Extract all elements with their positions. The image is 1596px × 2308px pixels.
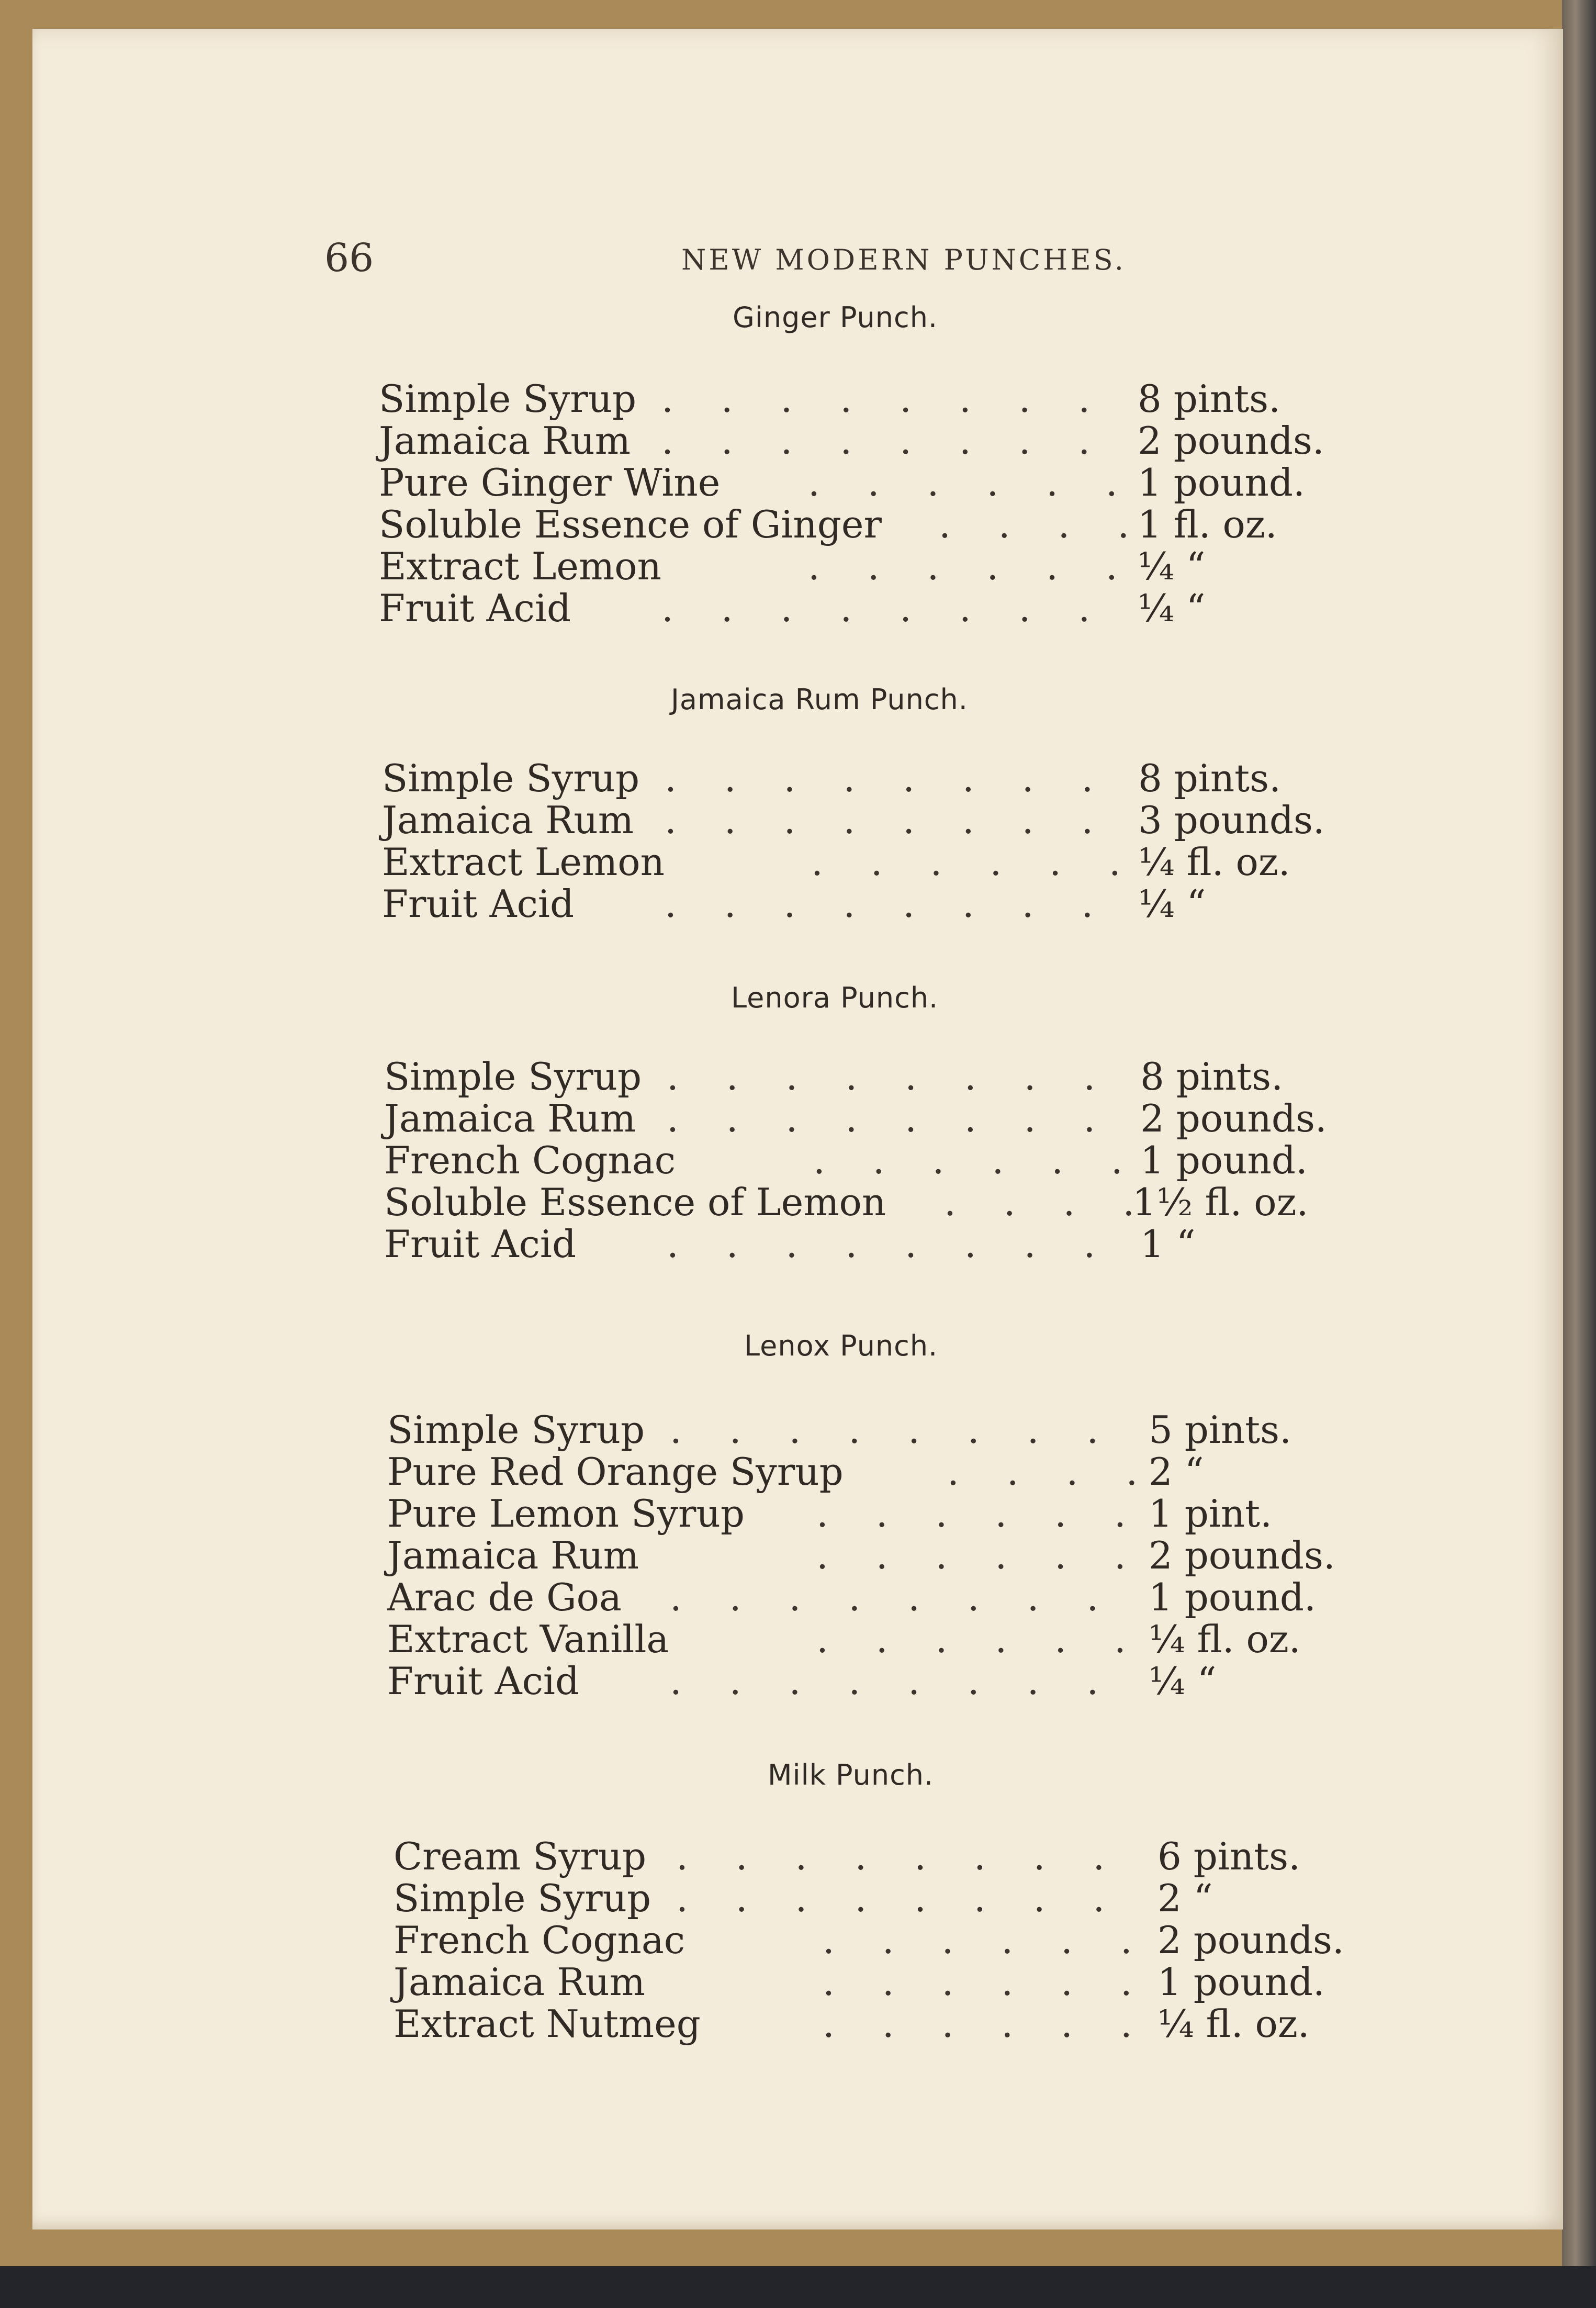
ingredient-quantity: ¼ fl. oz. <box>1149 1617 1301 1661</box>
book-page <box>32 29 1563 2229</box>
ingredient-name: Arac de Goa <box>387 1575 622 1619</box>
leader-dots: . . . . . . . . <box>676 1834 1123 1878</box>
leader-dots: . . . . . . . . <box>667 1096 1114 1140</box>
recipe-title-lenora-punch: Lenora Punch. <box>731 981 939 1014</box>
leader-dots: . . . . . . . . <box>665 798 1111 842</box>
ingredient-name: Soluble Essence of Ginger <box>379 502 882 546</box>
ingredient-name: Soluble Essence of Lemon <box>384 1180 886 1224</box>
leader-dots: . . . . . . . . <box>661 419 1108 463</box>
ingredient-name: Extract Nutmeg <box>394 2002 701 2046</box>
ingredient-quantity: 8 pints. <box>1138 756 1281 800</box>
ingredient-quantity: ¼ “ <box>1138 882 1206 926</box>
leader-dots: . . . . . . <box>823 1918 1150 1962</box>
ingredient-name: Jamaica Rum <box>384 1096 636 1140</box>
ingredient-quantity: ¼ “ <box>1138 544 1206 588</box>
leader-dots: . . . . <box>939 502 1148 546</box>
leader-dots: . . . . . . <box>813 1138 1141 1182</box>
ingredient-quantity: 1 pound. <box>1138 461 1305 505</box>
ingredient-quantity: 1 pound. <box>1157 1960 1325 2004</box>
book-page-edge <box>1562 0 1596 2266</box>
leader-dots: . . . . . . . . <box>667 1222 1114 1266</box>
ingredient-name: Simple Syrup <box>384 1055 642 1099</box>
ingredient-name: Jamaica Rum <box>382 798 634 842</box>
recipe-title-milk-punch: Milk Punch. <box>768 1758 934 1791</box>
ingredient-quantity: 1½ fl. oz. <box>1132 1180 1309 1224</box>
ingredient-name: Simple Syrup <box>379 377 637 421</box>
leader-dots: . . . . . . <box>811 840 1139 884</box>
leader-dots: . . . . . . <box>823 1960 1150 2004</box>
ingredient-name: Jamaica Rum <box>394 1960 646 2004</box>
ingredient-quantity: ¼ “ <box>1149 1659 1217 1703</box>
leader-dots: . . . . . . <box>816 1617 1144 1661</box>
ingredient-quantity: 2 pounds. <box>1157 1918 1344 1962</box>
ingredient-name: French Cognac <box>394 1918 685 1962</box>
ingredient-name: Fruit Acid <box>382 882 575 926</box>
leader-dots: . . . . . . . . <box>670 1575 1117 1619</box>
ingredient-name: Cream Syrup <box>394 1834 647 1878</box>
recipe-title-ginger-punch: Ginger Punch. <box>733 301 938 334</box>
ingredient-name: Simple Syrup <box>387 1408 645 1452</box>
leader-dots: . . . . . . <box>823 2002 1150 2046</box>
ingredient-name: Fruit Acid <box>387 1659 580 1703</box>
ingredient-name: Extract Vanilla <box>387 1617 669 1661</box>
ingredient-name: Extract Lemon <box>382 840 665 884</box>
leader-dots: . . . . . . . . <box>661 377 1108 421</box>
leader-dots: . . . . . . . . <box>665 756 1111 800</box>
leader-dots: . . . . . . . . <box>661 586 1108 630</box>
leader-dots: . . . . . . . . <box>676 1876 1123 1920</box>
page-number: 66 <box>324 236 374 281</box>
ingredient-quantity: 3 pounds. <box>1138 798 1325 842</box>
ingredient-quantity: 2 “ <box>1157 1876 1213 1920</box>
leader-dots: . . . . . . . . <box>670 1659 1117 1703</box>
recipe-title-jamaica-rum-punch: Jamaica Rum Punch. <box>671 683 968 716</box>
leader-dots: . . . . <box>944 1180 1153 1224</box>
ingredient-quantity: ¼ fl. oz. <box>1138 840 1290 884</box>
ingredient-name: Simple Syrup <box>394 1876 651 1920</box>
ingredient-name: Fruit Acid <box>379 586 571 630</box>
ingredient-name: Pure Red Orange Syrup <box>387 1450 844 1494</box>
leader-dots: . . . . . . . . <box>665 882 1111 926</box>
recipe-title-lenox-punch: Lenox Punch. <box>744 1329 938 1362</box>
ingredient-quantity: 1 fl. oz. <box>1138 502 1277 546</box>
ingredient-quantity: 8 pints. <box>1138 377 1280 421</box>
leader-dots: . . . . . . <box>808 461 1136 505</box>
ingredient-quantity: ¼ fl. oz. <box>1157 2002 1310 2046</box>
leader-dots: . . . . . . . . <box>670 1408 1117 1452</box>
ingredient-quantity: 2 pounds. <box>1138 419 1324 463</box>
backdrop-cloth <box>0 2266 1596 2308</box>
ingredient-name: French Cognac <box>384 1138 676 1182</box>
ingredient-name: Jamaica Rum <box>387 1533 639 1577</box>
ingredient-name: Simple Syrup <box>382 756 640 800</box>
ingredient-name: Jamaica Rum <box>379 419 631 463</box>
leader-dots: . . . . . . <box>808 544 1136 588</box>
ingredient-quantity: 2 “ <box>1149 1450 1204 1494</box>
ingredient-quantity: 2 pounds. <box>1140 1096 1327 1140</box>
ingredient-quantity: 5 pints. <box>1149 1408 1291 1452</box>
ingredient-name: Extract Lemon <box>379 544 661 588</box>
ingredient-quantity: 1 pound. <box>1140 1138 1308 1182</box>
leader-dots: . . . . <box>947 1450 1156 1494</box>
ingredient-name: Pure Ginger Wine <box>379 461 721 505</box>
leader-dots: . . . . . . <box>816 1533 1144 1577</box>
ingredient-name: Fruit Acid <box>384 1222 577 1266</box>
ingredient-quantity: ¼ “ <box>1138 586 1206 630</box>
ingredient-quantity: 1 “ <box>1140 1222 1196 1266</box>
ingredient-quantity: 6 pints. <box>1157 1834 1300 1878</box>
ingredient-quantity: 2 pounds. <box>1149 1533 1335 1577</box>
leader-dots: . . . . . . . . <box>667 1055 1114 1099</box>
leader-dots: . . . . . . <box>816 1492 1144 1536</box>
ingredient-name: Pure Lemon Syrup <box>387 1492 745 1536</box>
ingredient-quantity: 1 pound. <box>1149 1575 1316 1619</box>
ingredient-quantity: 8 pints. <box>1140 1055 1283 1099</box>
ingredient-quantity: 1 pint. <box>1149 1492 1273 1536</box>
running-title: NEW MODERN PUNCHES. <box>681 243 1126 276</box>
